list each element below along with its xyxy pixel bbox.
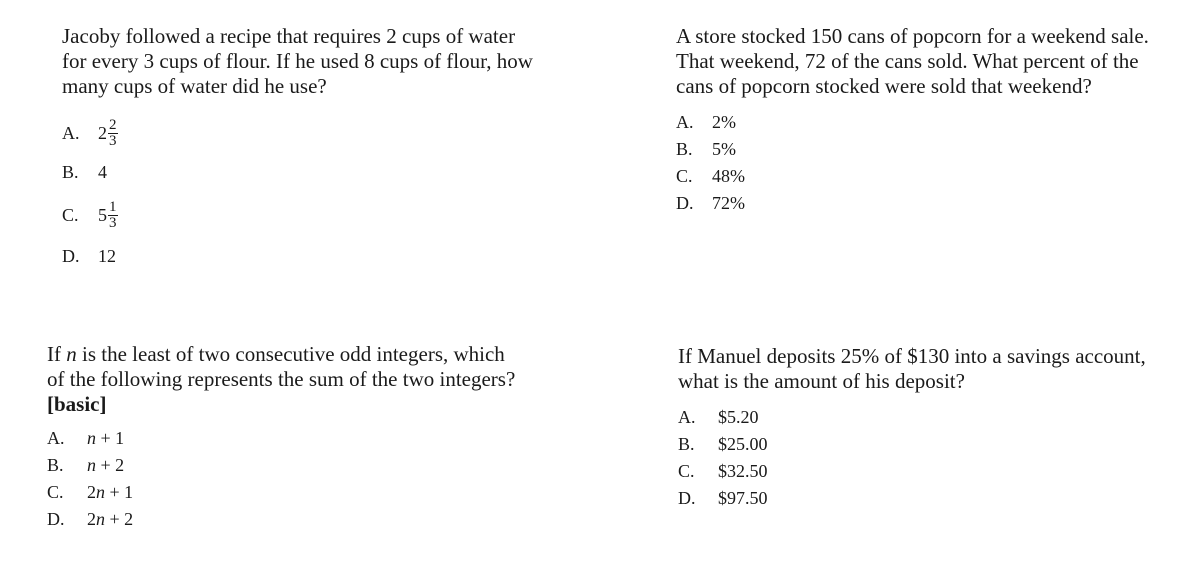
question-2 xyxy=(676,24,1196,217)
question-4 xyxy=(678,344,1196,512)
question-2-option-a[interactable] xyxy=(676,109,1196,136)
denominator: 3 xyxy=(109,214,117,231)
whole-part: 5 xyxy=(98,204,107,225)
coefficient: 2 xyxy=(87,482,96,502)
question-3-option-a[interactable] xyxy=(47,425,607,452)
option-letter: C. xyxy=(47,482,64,502)
question-2-options xyxy=(676,109,1196,217)
option-value: $97.50 xyxy=(718,488,768,508)
question-3-options xyxy=(47,425,607,533)
question-3-option-d[interactable] xyxy=(47,506,607,533)
question-1 xyxy=(62,24,602,273)
option-value: 48% xyxy=(712,166,745,186)
variable: n xyxy=(96,509,105,529)
option-letter: C. xyxy=(678,461,695,481)
question-4-option-a[interactable] xyxy=(678,404,1196,431)
option-letter: B. xyxy=(676,139,693,159)
option-value: 72% xyxy=(712,193,745,213)
question-3-option-b[interactable] xyxy=(47,452,607,479)
variable: n xyxy=(87,455,96,475)
option-value: 12 xyxy=(98,245,116,266)
question-1-option-c[interactable] xyxy=(62,191,602,239)
expression-tail: + 2 xyxy=(96,455,125,475)
numerator: 1 xyxy=(109,198,117,215)
option-letter: D. xyxy=(676,193,694,213)
question-1-option-a[interactable] xyxy=(62,113,602,153)
question-4-option-b[interactable] xyxy=(678,431,1196,458)
option-value: $5.20 xyxy=(718,407,759,427)
numerator: 2 xyxy=(109,116,117,133)
expression xyxy=(87,425,124,452)
variable: n xyxy=(96,482,105,502)
option-value: 4 xyxy=(98,161,107,182)
expression xyxy=(87,506,133,533)
fraction xyxy=(108,200,118,231)
question-3 xyxy=(47,342,607,533)
expression-tail: + 1 xyxy=(96,428,125,448)
fraction xyxy=(108,118,118,149)
variable: n xyxy=(87,428,96,448)
question-4-stem: If Manuel deposits 25% of $130 into a savings account, what is the amount of his deposit? xyxy=(678,344,1146,393)
question-3-option-c[interactable] xyxy=(47,479,607,506)
stem-variable: n xyxy=(66,342,77,366)
option-value: $25.00 xyxy=(718,434,768,454)
question-1-options xyxy=(62,113,602,273)
option-letter: C. xyxy=(676,166,693,186)
expression xyxy=(87,479,133,506)
difficulty-tag: [basic] xyxy=(47,392,107,416)
option-value: 5% xyxy=(712,139,736,159)
whole-part: 2 xyxy=(98,122,107,143)
question-3-stem xyxy=(47,342,607,392)
mixed-number xyxy=(98,200,118,231)
option-letter: C. xyxy=(62,204,79,225)
stem-prefix: If xyxy=(47,342,67,366)
option-value: $32.50 xyxy=(718,461,768,481)
option-letter: D. xyxy=(47,509,65,529)
question-2-option-c[interactable] xyxy=(676,163,1196,190)
question-4-options xyxy=(678,404,1196,512)
mixed-number xyxy=(98,118,118,149)
question-1-option-d[interactable] xyxy=(62,239,602,273)
option-letter: B. xyxy=(47,455,64,475)
option-letter: A. xyxy=(47,428,65,448)
question-2-option-b[interactable] xyxy=(676,136,1196,163)
option-value: 2% xyxy=(712,112,736,132)
option-letter: D. xyxy=(678,488,696,508)
option-letter: B. xyxy=(62,161,79,182)
option-letter: A. xyxy=(676,112,694,132)
question-1-stem: Jacoby followed a recipe that requires 2 cups of water for every 3 cups of flour. If he used 8 cups of flour, how many cups of water did he use? xyxy=(62,24,533,98)
question-4-option-d[interactable] xyxy=(678,485,1196,512)
question-1-option-b[interactable] xyxy=(62,153,602,191)
expression-tail: + 2 xyxy=(105,509,134,529)
stem-rest: is the least of two consecutive odd integers, which of the following represents the sum of the two integers? xyxy=(47,342,516,391)
denominator: 3 xyxy=(109,132,117,149)
expression xyxy=(87,452,124,479)
option-letter: A. xyxy=(678,407,696,427)
question-2-option-d[interactable] xyxy=(676,190,1196,217)
question-2-stem: A store stocked 150 cans of popcorn for a weekend sale. That weekend, 72 of the cans sold. What percent of the cans of popcorn stocked were sold that weekend? xyxy=(676,24,1149,98)
expression-tail: + 1 xyxy=(105,482,134,502)
coefficient: 2 xyxy=(87,509,96,529)
option-letter: D. xyxy=(62,245,80,266)
option-letter: B. xyxy=(678,434,695,454)
option-letter: A. xyxy=(62,122,80,143)
question-4-option-c[interactable] xyxy=(678,458,1196,485)
